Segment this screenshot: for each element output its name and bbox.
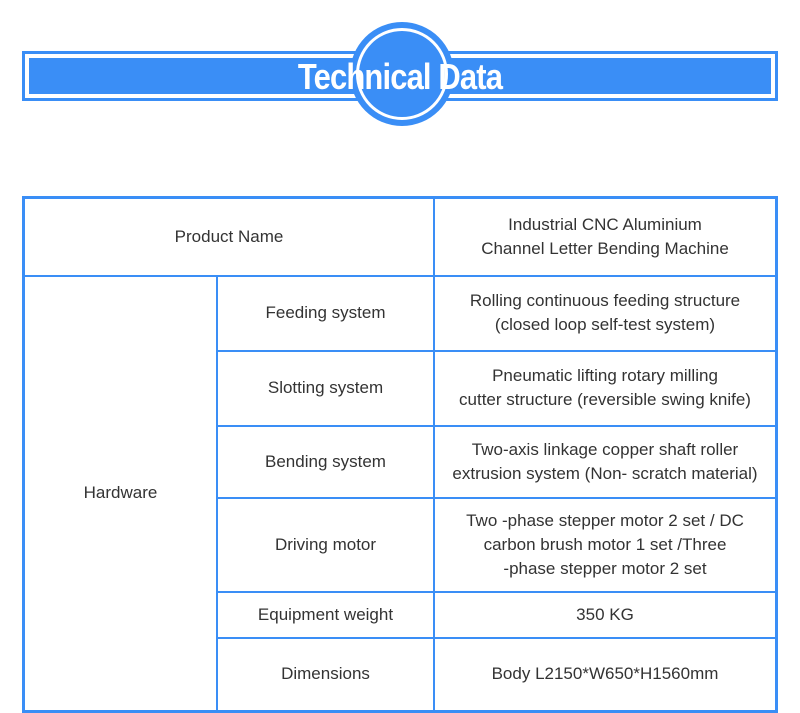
row-value: Two -phase stepper motor 2 set / DC carbon brush motor 1 set /Three -phase stepper motor 2 set: [434, 498, 777, 592]
table-row: [24, 198, 777, 276]
row-value: Two-axis linkage copper shaft roller extrusion system (Non- scratch material): [434, 426, 777, 498]
row-label: Dimensions: [217, 638, 434, 712]
product-name-value: Industrial CNC Aluminium Channel Letter Bending Machine: [434, 198, 777, 276]
row-label: Bending system: [217, 426, 434, 498]
table-row: [24, 276, 777, 351]
spec-table: [22, 196, 778, 713]
row-value: Body L2150*W650*H1560mm: [434, 638, 777, 712]
product-name-label: Product Name: [24, 198, 435, 276]
page-title: Technical Data: [297, 56, 503, 97]
row-label: Feeding system: [217, 276, 434, 351]
row-value: Rolling continuous feeding structure (closed loop self-test system): [434, 276, 777, 351]
row-value: Pneumatic lifting rotary milling cutter structure (reversible swing knife): [434, 351, 777, 426]
row-label: Slotting system: [217, 351, 434, 426]
row-label: Equipment weight: [217, 592, 434, 638]
row-value: 350 KG: [434, 592, 777, 638]
row-label: Driving motor: [217, 498, 434, 592]
hardware-label: Hardware: [24, 276, 218, 712]
